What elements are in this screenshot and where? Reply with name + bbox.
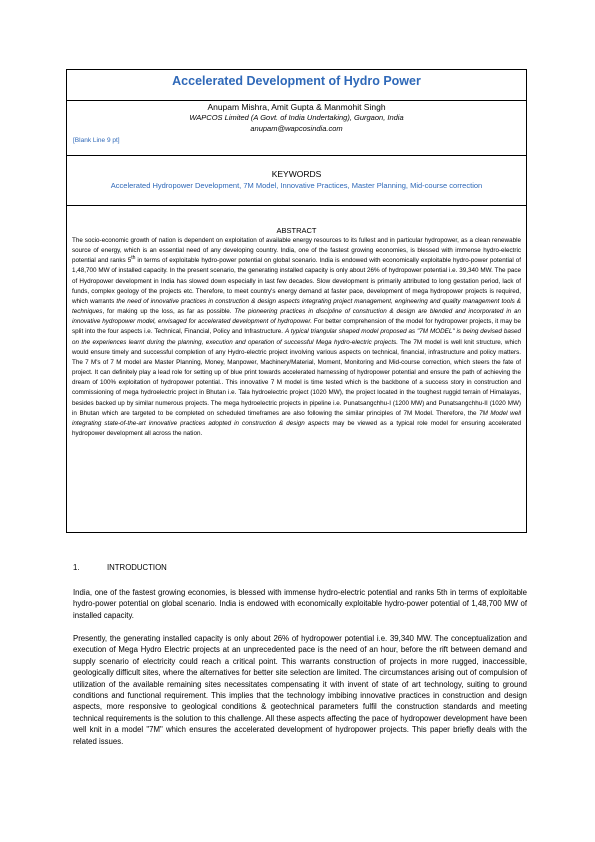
title-abstract-box bbox=[66, 69, 527, 533]
section-number: 1. bbox=[73, 563, 80, 572]
intro-paragraph-2: Presently, the generating installed capacity is only about 26% of hydropower potential i.e. 39,340 MW. The conceptualization and execution of Mega Hydro Electric projects at an unprecedented pace is the need of an hour, before the rift between demand and supply scenario of electricity could reach a critical point. This warrants construction of projects in more rugged, inaccessible, geologically difficult sites, where the alternatives for better site selection are limited. The circumstances arising out of compulsion of utilization of the available remaining sites necessitates compensating it with invent of state of art technology, suiting to ground conditions and functional requirement. This implies that the technology imbibing innovative practices in construction and design aspects, more responsive to geological conditions & geotechnical parameters fulfil the construction standards and meeting technical requirements is the solution to this challenge. All these aspects affecting the pace of hydropower development have been well knit in a model "7M" which ensures the accelerated development of hydropower projects. This paper briefly deals with the related issues. bbox=[73, 634, 527, 746]
author-email: anupam@wapcosindia.com bbox=[250, 124, 343, 133]
divider bbox=[67, 155, 526, 156]
keywords-text: Accelerated Hydropower Development, 7M Model, Innovative Practices, Master Planning, Mid-course correction bbox=[110, 181, 483, 190]
affiliation: WAPCOS Limited (A Govt. of India Undertaking), Gurgaon, India bbox=[189, 113, 404, 122]
abstract-heading: ABSTRACT bbox=[276, 226, 317, 235]
divider bbox=[67, 100, 526, 101]
section-heading-introduction bbox=[73, 563, 167, 572]
paper-title: Accelerated Development of Hydro Power bbox=[172, 74, 421, 88]
blank-line-note: [Blank Line 9 pt] bbox=[73, 137, 120, 144]
section-title: INTRODUCTION bbox=[107, 563, 167, 572]
authors: Anupam Mishra, Amit Gupta & Manmohit Singh bbox=[207, 102, 386, 112]
divider bbox=[67, 205, 526, 206]
abstract-text: The socio-economic growth of nation is dependent on exploitation of available energy resources to its fullest and in particular hydropower, as a clean renewable source of energy, which is an essential need of any developing country. India, one of the fastest growing economies, is blessed with immense hydro-electric potential and ranks 5th in terms of exploitable hydro-power potential on global scenario. India is endowed with economically exploitable hydro-power potential of 1,48,700 MW of installed capacity. In the present scenario, the generating installed capacity is only about 26% of hydropower potential i.e. 39,340 MW. The pace of Hydropower development in India has slowed down especially in last few decades. Slow development is primarily attributed to long gestation period, lack of funds, complex geology of the projects etc. Therefore, to meet country's energy demand at faster pace, development of mega hydropower projects is required, which warrants the need of innovative practices in construction & design aspects integrating project management, engineering and quality management tools & techniques, for making up the loss, as far as possible. The pioneering practices in discipline of construction & design are blended and incorporated in an innovative hydropower model, envisaged for accelerated development of hydropower. For better comprehension of the model for hydropower projects, it may be split into the four aspects i.e. Technical, Financial, Policy and Infrastructure. A typical triangular shaped model proposed as "7M MODEL" is being devised based on the experiences learnt during the planning, execution and operation of successful Mega hydro-electric projects. The 7M model is well knit structure, which would ensure timely and successful completion of any Hydro-electric project involving various aspects on technical, financial, infrastructure and policy matters. The 7 M's of 7 M model are Master Planning, Money, Manpower, Machinery/Material, Moment, Monitoring and Mid-course correction, which steers the fate of project. It can definitely play a lead role for setting up of blue print towards accelerated harnessing of hydropower potential and ensure the path of achieving the dream of 100% exploitation of hydropower potential.. This innovative 7 M model is time tested which is the backbone of a success story in construction and commissioning of mega hydroelectric project in Bhutan i.e. Tala hydroelectric project (1020 MW), the project located in the toughest ruggid terrain of Himalayas, besides backed up by similar numerous projects. The mega hydroelectric projects in pipeline i.e. Punatsangchhu-I (1200 MW) and Punatsangchhu-II (1020 MW) in Bhutan which are targeted to be completed on scheduled timeframes are also following the similar principles of 7M Model. Therefore, the 7M Model well integrating state-of-the-art innovative practices adopted in construction & design aspects may be viewed as a typical role model for ensuring accelerated hydropower development all across the nation. bbox=[72, 237, 522, 437]
intro-paragraph-1: India, one of the fastest growing economies, is blessed with immense hydro-electric potential and ranks 5th in terms of exploitable hydro-power potential on global scenario. India is endowed with economically exploitable hydro-power potential of 1,48,700 MW of installed capacity. bbox=[73, 588, 527, 620]
keywords-heading: KEYWORDS bbox=[271, 169, 322, 179]
